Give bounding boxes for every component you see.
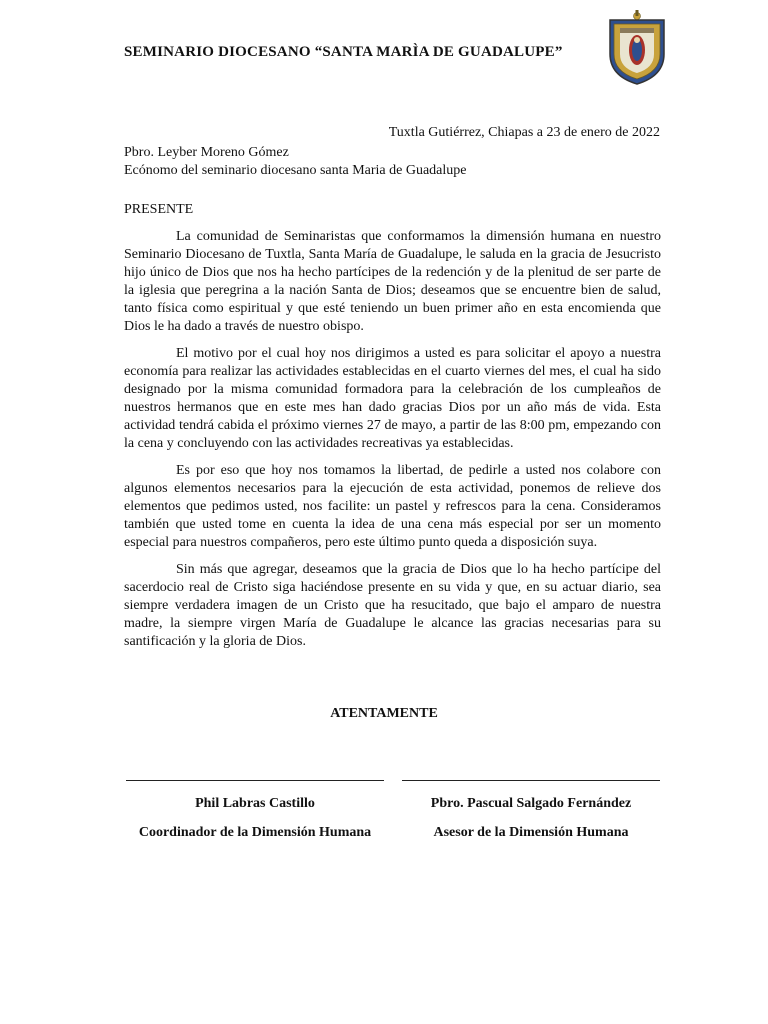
signature-line-right [402,780,660,781]
body-paragraph: El motivo por el cual hoy nos dirigimos a usted es para solicitar el apoyo a nuestra economía para realizar las actividades establecidas en el cuarto viernes del mes, el cual ha sido designado por la misma comunidad formadora para la celebración de los cumpleaños de nuestros hermanos que en este mes han dado gracias Dios por un año más de vida. Esta actividad tendrá cabida el próximo viernes 27 de mayo, a partir de las 8:00 pm, empezando con la cena y concluyendo con las actividades recreativas ya establecidas. [124,346,661,451]
signer-name-right: Pbro. Pascual Salgado Fernández [430,796,632,811]
signature-line-left [126,780,384,781]
signer-name-left: Phil Labras Castillo [195,796,315,811]
closing: ATENTAMENTE [330,706,438,721]
diocesan-crest-icon [606,10,668,86]
body-paragraph: Sin más que agregar, deseamos que la gracia de Dios que lo ha hecho partícipe del sacerdocio real de Cristo siga haciéndose presente en su vida y que, en su actuar diario, sea siempre verdadera imagen de un Cristo que ha resucitado, que bajo el amparo de nuestra madre, la siempre virgen María de Guadalupe le alcance las gracias necesarias para su santificación y la gloria de Dios. [124,562,661,649]
signer-role-right: Asesor de la Dimensión Humana [433,825,629,840]
date-line: Tuxtla Gutiérrez, Chiapas a 23 de enero de 2022 [388,125,660,140]
recipient-block [124,144,467,180]
signer-role-left: Coordinador de la Dimensión Humana [138,825,372,840]
body-paragraph: La comunidad de Seminaristas que conformamos la dimensión humana en nuestro Seminario Diocesano de Tuxtla, Santa María de Guadalupe, le saluda en la gracia de Jesucristo hijo único de Dios que nos ha hecho partícipes de la redención y de la plenitud de ser parte de la iglesia que peregrina a la nación Santa de Dios; deseamos que se encuentre bien de salud, tanto física como espiritual y que esté teniendo un buen primer año en esta encomienda que Dios le ha dado a través de nuestro obispo. [124,229,661,334]
recipient-name: Pbro. Leyber Moreno Gómez [124,145,289,160]
letter-body [124,228,661,660]
body-paragraph: Es por eso que hoy nos tomamos la libertad, de pedirle a usted nos colabore con algunos elementos necesarios para la ejecución de esta actividad, ponemos de relieve dos elementos que pedimos usted, nos facilite: un pastel y refrescos para la cena. Consideramos también que usted tome en cuenta la idea de una cena más especial por ser un momento especial para nuestros compañeros, pero este último punto queda a disposición suya. [124,463,661,550]
salutation: PRESENTE [124,202,194,217]
seminary-title: SEMINARIO DIOCESANO “SANTA MARÌA DE GUADALUPE” [124,44,563,60]
recipient-title: Ecónomo del seminario diocesano santa Maria de Guadalupe [124,163,467,178]
